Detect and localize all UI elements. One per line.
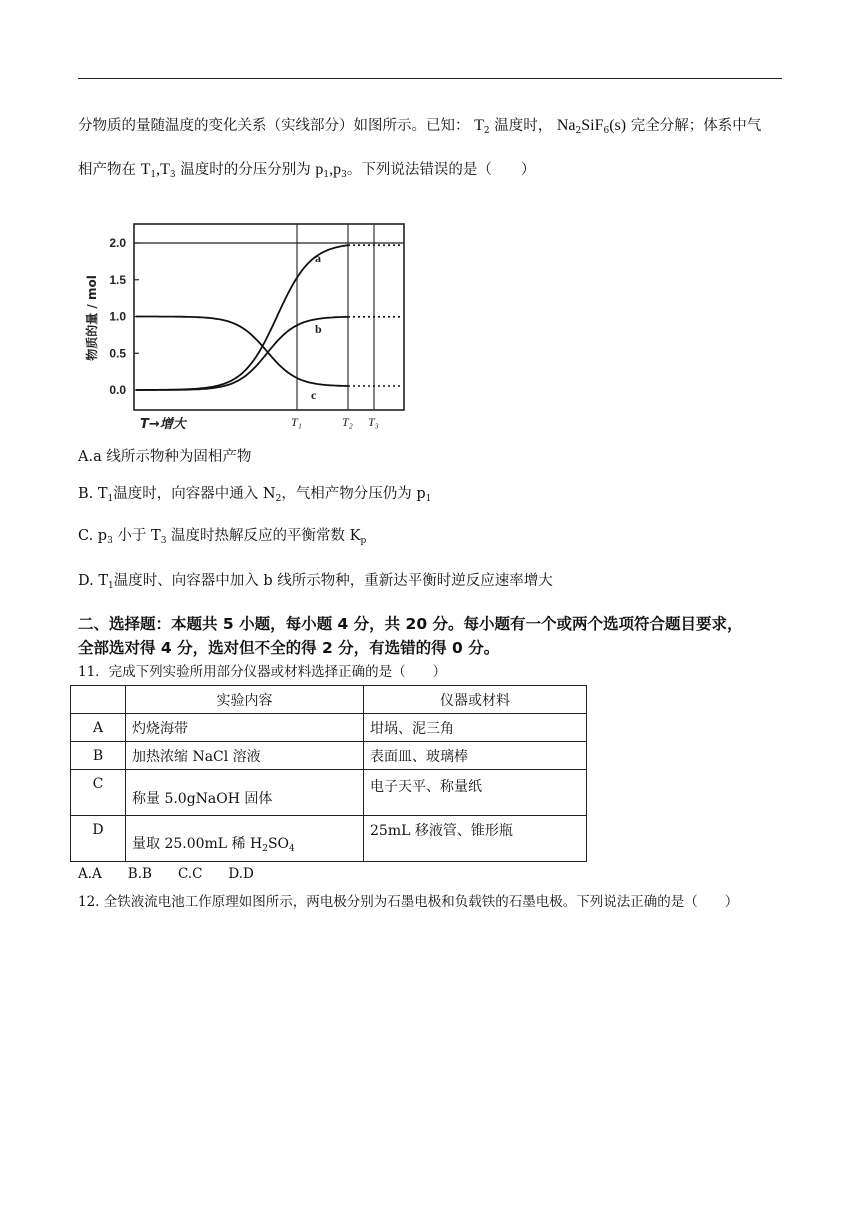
row-content: 灼烧海带 — [126, 714, 364, 742]
series-c-label: c — [311, 388, 317, 402]
option-c — [78, 526, 366, 551]
row-tools: 25mL 移液管、锥形瓶 — [364, 816, 587, 862]
option-a: A.a 线所示物种为固相产物 — [78, 449, 252, 465]
option-b — [78, 484, 431, 509]
answer-d: D.D — [228, 866, 254, 882]
table-row — [71, 742, 587, 770]
q11-table — [70, 685, 587, 862]
subscript: 3 — [107, 536, 113, 546]
row-tools: 表面皿、玻璃棒 — [364, 742, 587, 770]
q12-stem: 12. 全铁液流电池工作原理如图所示，两电极分别为石墨电极和负载铁的石墨电极。下列说法正确的是（ ） — [78, 894, 739, 910]
answer-a: A.A — [78, 866, 102, 882]
section-line-2: 全部选对得 4 分，选对但不全的得 2 分，有选错的得 0 分。 — [78, 639, 500, 657]
row-label: A — [71, 714, 126, 742]
y-axis-label: 物质的量 / mol — [85, 275, 99, 361]
intro-text: 相产物在 — [78, 162, 136, 178]
subscript: 1 — [107, 494, 114, 504]
series-b-label: b — [315, 322, 322, 336]
option-d — [78, 571, 553, 596]
row-label: C — [71, 770, 126, 816]
marker-label: T₁ — [291, 415, 302, 429]
table-row — [71, 816, 587, 862]
y-tick-label: 0.5 — [109, 346, 126, 361]
y-tick-label: 1.5 — [109, 272, 126, 287]
option-text: C. p — [78, 528, 108, 544]
subscript: 2 — [275, 494, 282, 504]
row-tools: 电子天平、称量纸 — [364, 770, 587, 816]
header-cell: 实验内容 — [126, 686, 364, 714]
intro-text: 分物质的量随温度的变化关系（实线部分）如图所示。已知： — [78, 118, 470, 134]
subscript: 2 — [575, 126, 582, 136]
subscript: 4 — [289, 844, 295, 854]
subscript: p — [360, 536, 367, 546]
subscript: 1 — [425, 494, 432, 504]
row-label: D — [71, 816, 126, 862]
subscript: 3 — [169, 170, 176, 180]
section-line-1: 二、选择题：本题共 5 小题，每小题 4 分，共 20 分。每小题有一个或两个选项符合题目要求， — [78, 615, 743, 633]
option-text: 温度时、向容器中加入 b 线所示物种，重新达平衡时逆反应速率增大 — [113, 573, 553, 589]
content-text: SO — [267, 836, 290, 852]
option-text: 温度时热解反应的平衡常数 K — [166, 528, 361, 544]
table-row — [71, 714, 587, 742]
symbol-p: p — [333, 161, 342, 178]
symbol-T: T — [140, 161, 151, 178]
intro-text: 完全分解；体系中气 — [630, 118, 762, 134]
y-tick-label: 0.0 — [109, 383, 126, 397]
intro-line-1 — [78, 116, 761, 141]
intro-text: 温度时的分压分别为 — [180, 162, 311, 178]
option-text: D. T — [78, 573, 108, 589]
subscript: 6 — [603, 126, 610, 136]
header-rule — [78, 78, 782, 79]
subscript: 2 — [262, 844, 268, 854]
option-text: 小于 T — [112, 528, 161, 544]
symbol-p: p — [315, 161, 324, 178]
table-row — [71, 770, 587, 816]
subscript: 1 — [323, 170, 330, 180]
option-text: B. T — [78, 486, 108, 502]
formula-state: (s) — [609, 117, 627, 134]
y-tick-label: 1.0 — [109, 309, 126, 324]
row-content: 加热浓缩 NaCl 溶液 — [126, 742, 364, 770]
answer-c: C.C — [177, 866, 203, 882]
x-axis-label: T→增大 — [140, 417, 186, 432]
series-a-label: a — [315, 251, 321, 265]
subscript: 1 — [108, 581, 114, 591]
answer-b: B.B — [127, 866, 152, 882]
section-heading — [78, 612, 788, 660]
intro-line-2: 相产物在 $T_1,T_3$ 温度时的分压分别为 $p_1,p_3$。下列说法错误的是（ ） — [78, 161, 536, 180]
row-content: 称量 5.0gNaOH 固体 — [126, 770, 364, 816]
series-a-line — [136, 245, 348, 390]
marker-label: T₃ — [368, 415, 379, 429]
marker-label: T₂ — [342, 415, 353, 429]
header-cell: 仪器或材料 — [364, 686, 587, 714]
table-header-row — [71, 686, 587, 714]
y-tick-label: 2.0 — [109, 236, 126, 250]
intro-text: 温度时， — [494, 118, 553, 134]
row-tools: 坩埚、泥三角 — [364, 714, 587, 742]
intro-text: 。下列说法错误的是（ ） — [346, 162, 536, 178]
header-cell — [71, 686, 126, 714]
symbol-T: T — [160, 161, 170, 178]
subscript: 3 — [160, 536, 167, 546]
option-text: ，气相产物分压仍为 p — [281, 486, 426, 502]
subscript: 3 — [341, 170, 347, 180]
symbol-T: T — [474, 117, 484, 134]
option-text: 温度时，向容器中通入 N — [113, 486, 276, 502]
formula-na: Na — [556, 117, 576, 134]
row-content — [126, 816, 364, 862]
subscript: 2 — [483, 126, 490, 136]
q11-stem: 11．完成下列实验所用部分仪器或材料选择正确的是（ ） — [78, 664, 447, 680]
subscript: 1 — [150, 170, 157, 180]
content-text: 量取 25.00mL 稀 H — [132, 836, 263, 852]
amount-vs-temperature-chart — [82, 218, 412, 436]
q11-answers — [78, 866, 280, 882]
row-label: B — [71, 742, 126, 770]
formula-sif: SiF — [581, 117, 604, 134]
